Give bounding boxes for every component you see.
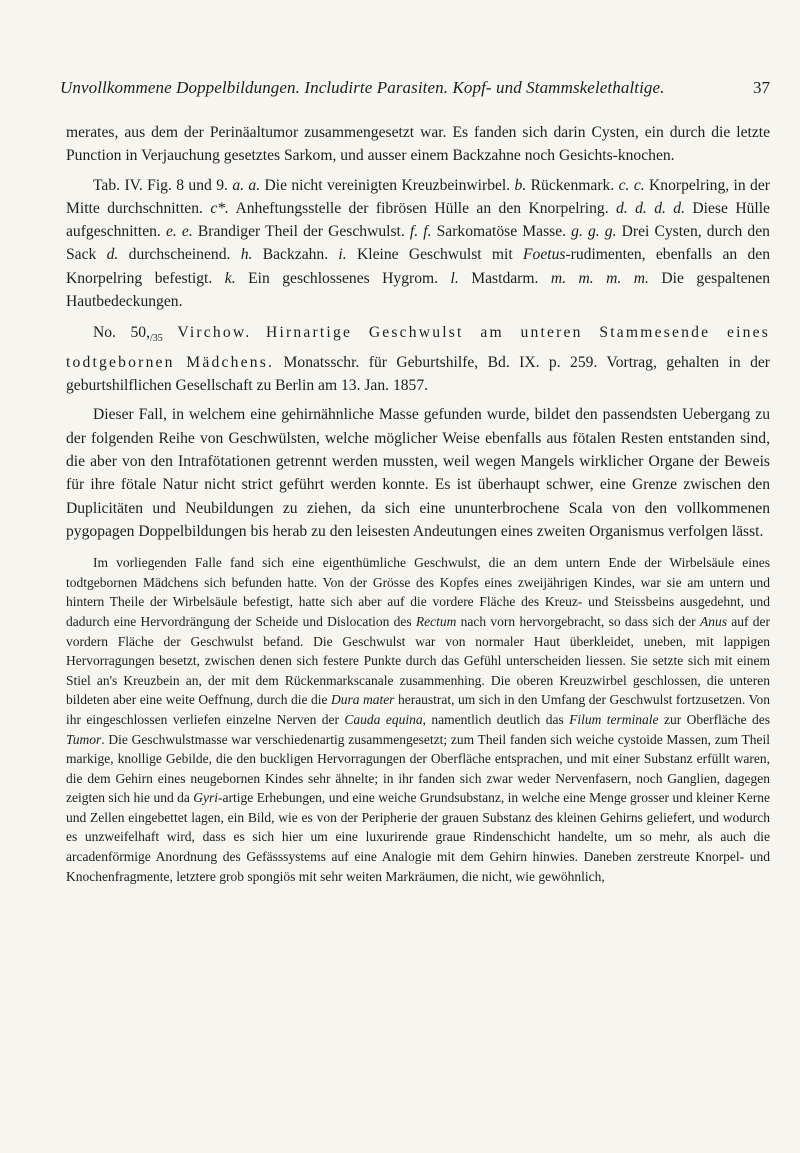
- legend-letter: c*.: [210, 199, 229, 217]
- page-body: [66, 121, 770, 886]
- description-text: Im vorliegenden Falle fand sich eine eigenthümliche Geschwulst, die an dem untern Ende der Wirbelsäule eines todtgebornen Mädchens sich befunden hatte. Von der Grösse des Kopfes eines zweijährigen Kindes, war sie am untern und hintern Theile der Wirbelsäule befestigt, hatte sich aber auf die vordere Fläche des Kreuz- und Steissbeins ausgedehnt, und dadurch eine Hervordrängung der Scheide und Dislocation des: [66, 555, 770, 629]
- legend-letter: d. d. d. d.: [616, 199, 685, 217]
- description-text: heraustrat, um sich in den Umfang der Geschwulst fortzusetzen. Von ihr eingeschlossen verliefen einzelne Nerven der: [66, 692, 771, 727]
- figure-reference: Tab. IV. Fig. 8 und 9.: [93, 176, 228, 194]
- latin-term: Rectum: [415, 613, 457, 629]
- legend-text: Brandiger Theil der Geschwulst.: [197, 223, 405, 241]
- page-number: 37: [753, 78, 770, 97]
- legend-letter: i.: [338, 246, 347, 264]
- legend-text: Diese Hülle aufgeschnitten.: [66, 199, 770, 241]
- description-text: zur Oberfläche des: [663, 711, 771, 727]
- legend-text: Ein geschlossenes Hygrom.: [248, 269, 439, 287]
- legend-term: Foetus: [523, 246, 566, 264]
- figure-legend-paragraph: [66, 174, 770, 314]
- legend-text: Die gespaltenen Hautbedeckungen.: [66, 269, 771, 311]
- latin-term: Gyri: [193, 790, 219, 806]
- page-header: [60, 78, 770, 98]
- legend-letter: d.: [106, 246, 119, 264]
- paragraph-continuation: merates, aus dem der Perinäaltumor zusammengesetzt war. Es fanden sich darin Cysten, ein durch die letzte Punction in Verjauchung gesetztes Sarkom, und ausser einem Backzahne noch Gesichts-knochen.: [66, 124, 770, 165]
- description-text: , namentlich deutlich das: [422, 711, 564, 727]
- case-citation: Monatsschr. für Geburtshilfe, Bd. IX. p. 259. Vortrag, gehalten in der geburtshilflichen Gesellschaft zu Berlin am 13. Jan. 1857.: [66, 353, 770, 395]
- commentary-paragraph: Dieser Fall, in welchem eine gehirnähnliche Masse gefunden wurde, bildet den passendsten Uebergang zu der folgenden Reihe von Geschwülsten, welche möglicher Weise ebenfalls aus fötalen Resten entstanden sind, die aber von den Intrafötationen getrennt werden mussten, weil wegen Mangels wirklicher Organe der Beweis für ihre fötale Natur nicht strict geführt werden konnte. Es ist überhaupt schwer, eine Grenze zwischen den Duplicitäten und Neubildungen zu ziehen, da sich eine ununterbrochene Scala von den vollkommenen pygopagen Doppelbildungen bis herab zu den leisesten Andeutungen eines zweiten Organismus verfolgen lässt.: [66, 406, 770, 540]
- description-text: -artige Erhebungen, und eine weiche Grundsubstanz, in welche eine Menge grosser und kleiner Kerne und Zellen eingebettet lagen, ein Bild, wie es von der Peripherie der grauen Substanz des kleinen Gehirns geliefert, und wodurch es unzweifelhaft wird, dass es sich hier um eine luxurirende graue Rindenschicht handelte, um so mehr, als auch die arcadenförmige Anordnung des Gefässsystems auf eine Analogie mit dem Gehirn hinwies. Daneben zerstreute Knorpel- und Knochenfragmente, letztere grob spongiös mit sehr weiten Markräumen, die nicht, wie gewöhnlich,: [66, 790, 770, 884]
- legend-text: Mastdarm.: [471, 269, 539, 287]
- legend-text: -rudimenten, ebenfalls an den Knorpelring befestigt.: [66, 246, 771, 287]
- case-author: Virchow.: [177, 324, 252, 342]
- case-entry: [66, 321, 770, 397]
- legend-text: durchscheinend.: [128, 246, 231, 264]
- latin-term: Cauda equina: [344, 711, 423, 727]
- legend-letter: k.: [224, 269, 236, 287]
- case-number-fraction: /35: [150, 333, 163, 345]
- legend-letter: b.: [514, 176, 527, 194]
- case-description: [66, 553, 770, 886]
- latin-term: Filum terminale: [569, 711, 659, 727]
- legend-text: Knorpelring, in der Mitte durchschnitten.: [66, 176, 770, 217]
- legend-letter: c. c.: [618, 176, 645, 194]
- legend-text: Kleine Geschwulst mit: [356, 246, 513, 264]
- latin-term: Dura mater: [330, 692, 395, 708]
- legend-letter: e. e.: [165, 223, 193, 241]
- latin-term: Anus: [699, 613, 727, 629]
- legend-letter: f. f.: [409, 223, 432, 241]
- running-title: Unvollkommene Doppelbildungen. Includirte Parasiten. Kopf- und Stammskelethaltige.: [60, 78, 665, 97]
- case-number: No. 50,: [93, 324, 150, 342]
- legend-letter: a. a.: [232, 176, 261, 194]
- case-title: Hirnartige Geschwulst am unteren Stammesende eines todtgebornen Mädchens.: [66, 324, 770, 371]
- legend-text: Rückenmark.: [530, 176, 615, 194]
- description-text: . Die Geschwulstmasse war verschiedenartig zusammengesetzt; zum Theil fanden sich weiche cystoide Massen, zum Theil markige, knollige Gebilde, die den buckligen Hervorragungen der Oberfläche entsprachen, und mit einer Substanz erfüllt waren, die dem Gehirn eines neugebornen Kindes sehr ähnelte; in ihr fanden sich zwar weder Nervenfasern, noch Ganglien, dagegen zeigten sich hie und da: [66, 731, 770, 806]
- legend-letter: m. m. m. m.: [550, 269, 649, 287]
- legend-letter: l.: [450, 269, 459, 287]
- legend-text: Die nicht vereinigten Kreuzbeinwirbel.: [264, 176, 511, 194]
- legend-text: Anheftungsstelle der fibrösen Hülle an den Knorpelring.: [235, 199, 609, 217]
- description-text: auf der vordern Fläche der Geschwulst befand. Die Geschwulst war von normaler Haut überkleidet, uneben, mit lappigen Hervorragungen besetzt, zwischen denen sich festere Punkte durch das Gefühl unterscheiden liessen. Sie setzte sich mit einem Stiel an's Kreuzbein an, der mit dem Rückenmarkscanale zusammenhing. Die oberen Kreuzwirbel geschlossen, die unteren bildeten aber eine weite Oeffnung, durch die die: [66, 613, 770, 708]
- latin-term: Tumor: [66, 731, 102, 747]
- legend-text: Drei Cysten, durch den Sack: [66, 223, 770, 264]
- legend-text: Backzahn.: [262, 246, 329, 264]
- legend-letter: h.: [240, 246, 253, 264]
- legend-text: Sarkomatöse Masse.: [436, 223, 567, 241]
- description-text: nach vorn hervorgebracht, so dass sich der: [460, 613, 696, 629]
- legend-letter: g. g. g.: [571, 223, 617, 241]
